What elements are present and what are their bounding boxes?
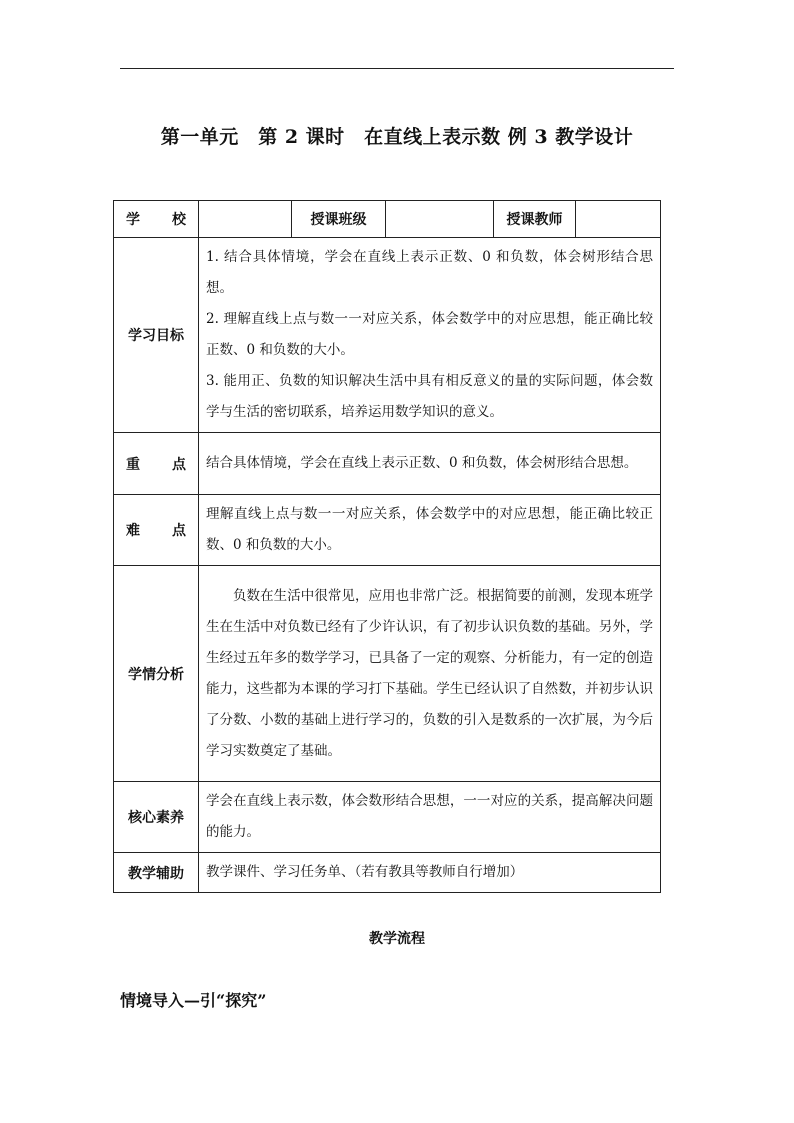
aids-content: 教学课件、学习任务单、（若有教具等教师自行增加）	[199, 853, 661, 893]
table-row-aids	[114, 853, 661, 893]
objectives-content	[199, 238, 661, 433]
table-row-analysis	[114, 566, 661, 782]
difficulties-content: 理解直线上点与数一一对应关系，体会数学中的对应思想，能正确比较正数、0 和负数的大小。	[199, 495, 661, 566]
objective-item: 1. 结合具体情境，学会在直线上表示正数、0 和负数，体会树形结合思想。	[206, 249, 653, 296]
table-row-difficulties	[114, 495, 661, 566]
key-points-content: 结合具体情境，学会在直线上表示正数、0 和负数，体会树形结合思想。	[199, 433, 661, 495]
difficulties-label: 难 点	[114, 495, 199, 566]
class-value[interactable]	[386, 201, 494, 238]
teacher-label: 授课教师	[494, 201, 576, 238]
aids-label: 教学辅助	[114, 853, 199, 893]
school-label: 学 校	[114, 201, 199, 238]
literacy-content: 学会在直线上表示数，体会数形结合思想，一一对应的关系，提高解决问题的能力。	[199, 782, 661, 853]
lesson-plan-table	[113, 200, 661, 893]
header-rule	[120, 68, 674, 69]
objectives-label: 学习目标	[114, 238, 199, 433]
flow-heading: 教学流程	[369, 931, 425, 947]
class-label: 授课班级	[292, 201, 386, 238]
analysis-content: 负数在生活中很常见，应用也非常广泛。根据简要的前测，发现本班学生在生活中对负数已经有了少许认识，有了初步认识负数的基础。另外，学生经过五年多的数学学习，已具备了一定的观察、分析能力，有一定的创造能力，这些都为本课的学习打下基础。学生已经认识了自然数，并初步认识了分数、小数的基础上进行学习的，负数的引入是数系的一次扩展，为今后学习实数奠定了基础。	[199, 566, 661, 782]
objective-item: 3. 能用正、负数的知识解决生活中具有相反意义的量的实际问题，体会数学与生活的密切联系，培养运用数学知识的意义。	[206, 373, 653, 420]
literacy-label: 核心素养	[114, 782, 199, 853]
key-points-label: 重 点	[114, 433, 199, 495]
objective-item: 2. 理解直线上点与数一一对应关系，体会数学中的对应思想，能正确比较正数、0 和负数的大小。	[206, 311, 653, 358]
school-value[interactable]	[199, 201, 292, 238]
teacher-value[interactable]	[576, 201, 661, 238]
section-heading-intro: 情境导入—引“探究”	[120, 991, 267, 1010]
table-row-literacy	[114, 782, 661, 853]
table-row-objectives	[114, 238, 661, 433]
table-row-key-points	[114, 433, 661, 495]
table-row-school	[114, 201, 661, 238]
page-title: 第一单元 第 2 课时 在直线上表示数 例 3 教学设计	[160, 126, 634, 148]
analysis-label: 学情分析	[114, 566, 199, 782]
